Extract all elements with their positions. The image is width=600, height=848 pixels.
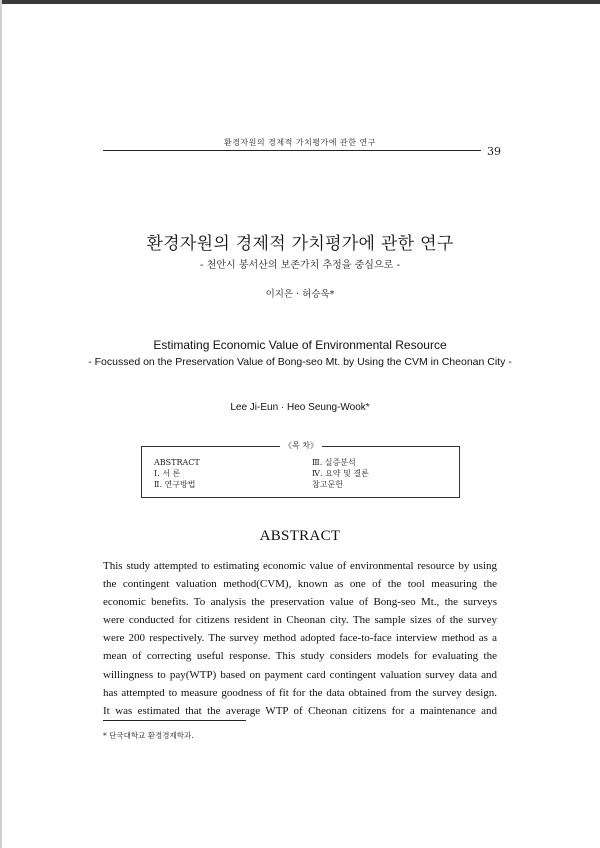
abstract-line: the contingent valuation method(CVM), known as one of the tool measuring the <box>103 578 497 591</box>
page-top-edge <box>0 0 600 4</box>
page-left-edge <box>0 0 2 848</box>
abstract-line: mean of correcting useful response. This study considers models for evaluating the <box>103 650 497 663</box>
paper-subtitle-english: - Focussed on the Preservation Value of Bong-seo Mt. by Using the CVM in Cheonan City - <box>88 356 512 368</box>
toc-item: Ⅰ. 서 론 <box>154 469 181 478</box>
abstract-line: were conducted for citizens resident in Cheonan city. The sample sizes of the survey <box>103 614 497 627</box>
toc-title: 《목 차》 <box>280 440 322 451</box>
paper-subtitle-korean: - 천안시 봉서산의 보존가치 추정을 중심으로 - <box>199 260 401 271</box>
abstract-line: has attempted to measure goodness of fit for the data obtained from the survey design. <box>103 686 497 699</box>
toc-item: Ⅲ. 실증분석 <box>312 458 356 467</box>
abstract-line: were 200 respectively. The survey method adopted face-to-face interview method as a <box>103 632 497 645</box>
toc-right-column <box>312 457 369 490</box>
paper-title-english: Estimating Economic Value of Environmental Resource <box>153 338 447 352</box>
footnote: * 단국대학교 환경경제학과. <box>103 731 194 740</box>
toc-left-column <box>154 457 200 490</box>
header-rule <box>103 150 481 151</box>
abstract-heading: ABSTRACT <box>259 528 341 544</box>
authors-korean: 이지은 · 허승욱* <box>265 289 335 300</box>
paper-title-korean: 환경자원의 경제적 가치평가에 관한 연구 <box>146 234 454 254</box>
toc-item: ABSTRACT <box>154 458 200 467</box>
abstract-line: This study attempted to estimating economic value of environmental resource by using <box>103 560 497 572</box>
abstract-body <box>103 557 497 720</box>
toc-item: 참고문헌 <box>312 480 343 489</box>
page-number: 39 <box>487 145 501 158</box>
abstract-line: It was estimated that the average WTP of Cheonan citizens for a maintenance and <box>103 704 497 717</box>
running-head: 환경자원의 경제적 가치평가에 관한 연구 <box>223 138 377 147</box>
authors-english: Lee Ji-Eun · Heo Seung-Wook* <box>230 402 370 413</box>
toc-item: Ⅱ. 연구방법 <box>154 480 196 489</box>
toc-item: Ⅳ. 요약 및 결론 <box>312 469 369 478</box>
abstract-line: willingness to pay(WTP) based on payment card contingent valuation survey data and <box>103 668 497 681</box>
table-of-contents <box>141 441 460 498</box>
abstract-line: economic benefits. To analysis the preservation value of Bong-seo Mt., the surveys <box>103 596 497 609</box>
footnote-rule <box>103 720 246 721</box>
